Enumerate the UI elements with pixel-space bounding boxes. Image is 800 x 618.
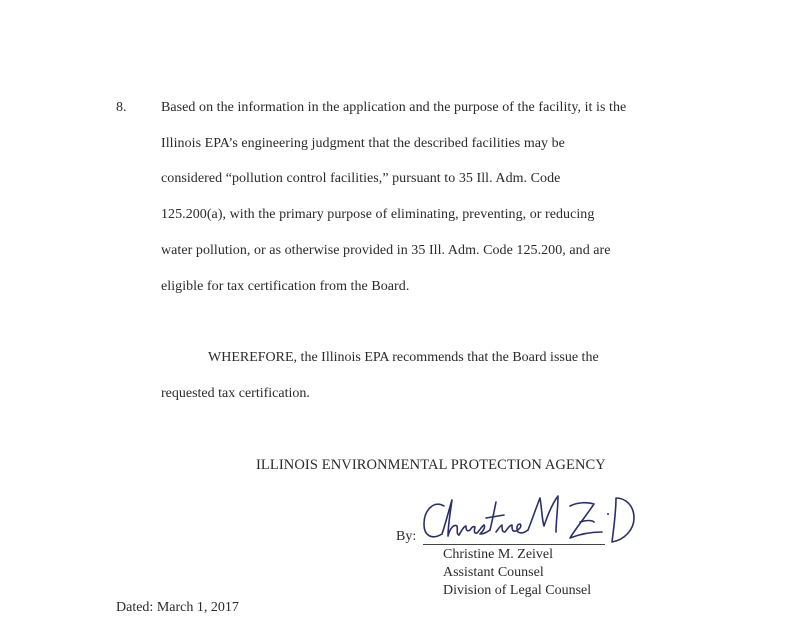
signer-division: Division of Legal Counsel <box>443 583 592 598</box>
paragraph-line: water pollution, or as otherwise provided in 35 Ill. Adm. Code 125.200, and are <box>161 243 611 258</box>
handwritten-signature <box>420 492 640 550</box>
paragraph-number: 8. <box>116 100 127 115</box>
wherefore-line: WHEREFORE, the Illinois EPA recommends that the Board issue the <box>208 350 599 365</box>
paragraph-line: 125.200(a), with the primary purpose of eliminating, preventing, or reducing <box>161 207 595 222</box>
agency-name: ILLINOIS ENVIRONMENTAL PROTECTION AGENCY <box>256 457 606 473</box>
signer-title: Assistant Counsel <box>443 565 544 580</box>
paragraph-line: considered “pollution control facilities,” pursuant to 35 Ill. Adm. Code <box>161 171 561 186</box>
paragraph-line: Based on the information in the application and the purpose of the facility, it is the <box>161 100 627 115</box>
wherefore-line: requested tax certification. <box>161 386 310 401</box>
paragraph-line: eligible for tax certification from the Board. <box>161 279 410 294</box>
signature-line <box>423 544 605 545</box>
signer-name: Christine M. Zeivel <box>443 547 554 562</box>
paragraph-line: Illinois EPA’s engineering judgment that the described facilities may be <box>161 136 565 151</box>
by-label: By: <box>396 529 417 544</box>
dated-line: Dated: March 1, 2017 <box>116 600 239 615</box>
